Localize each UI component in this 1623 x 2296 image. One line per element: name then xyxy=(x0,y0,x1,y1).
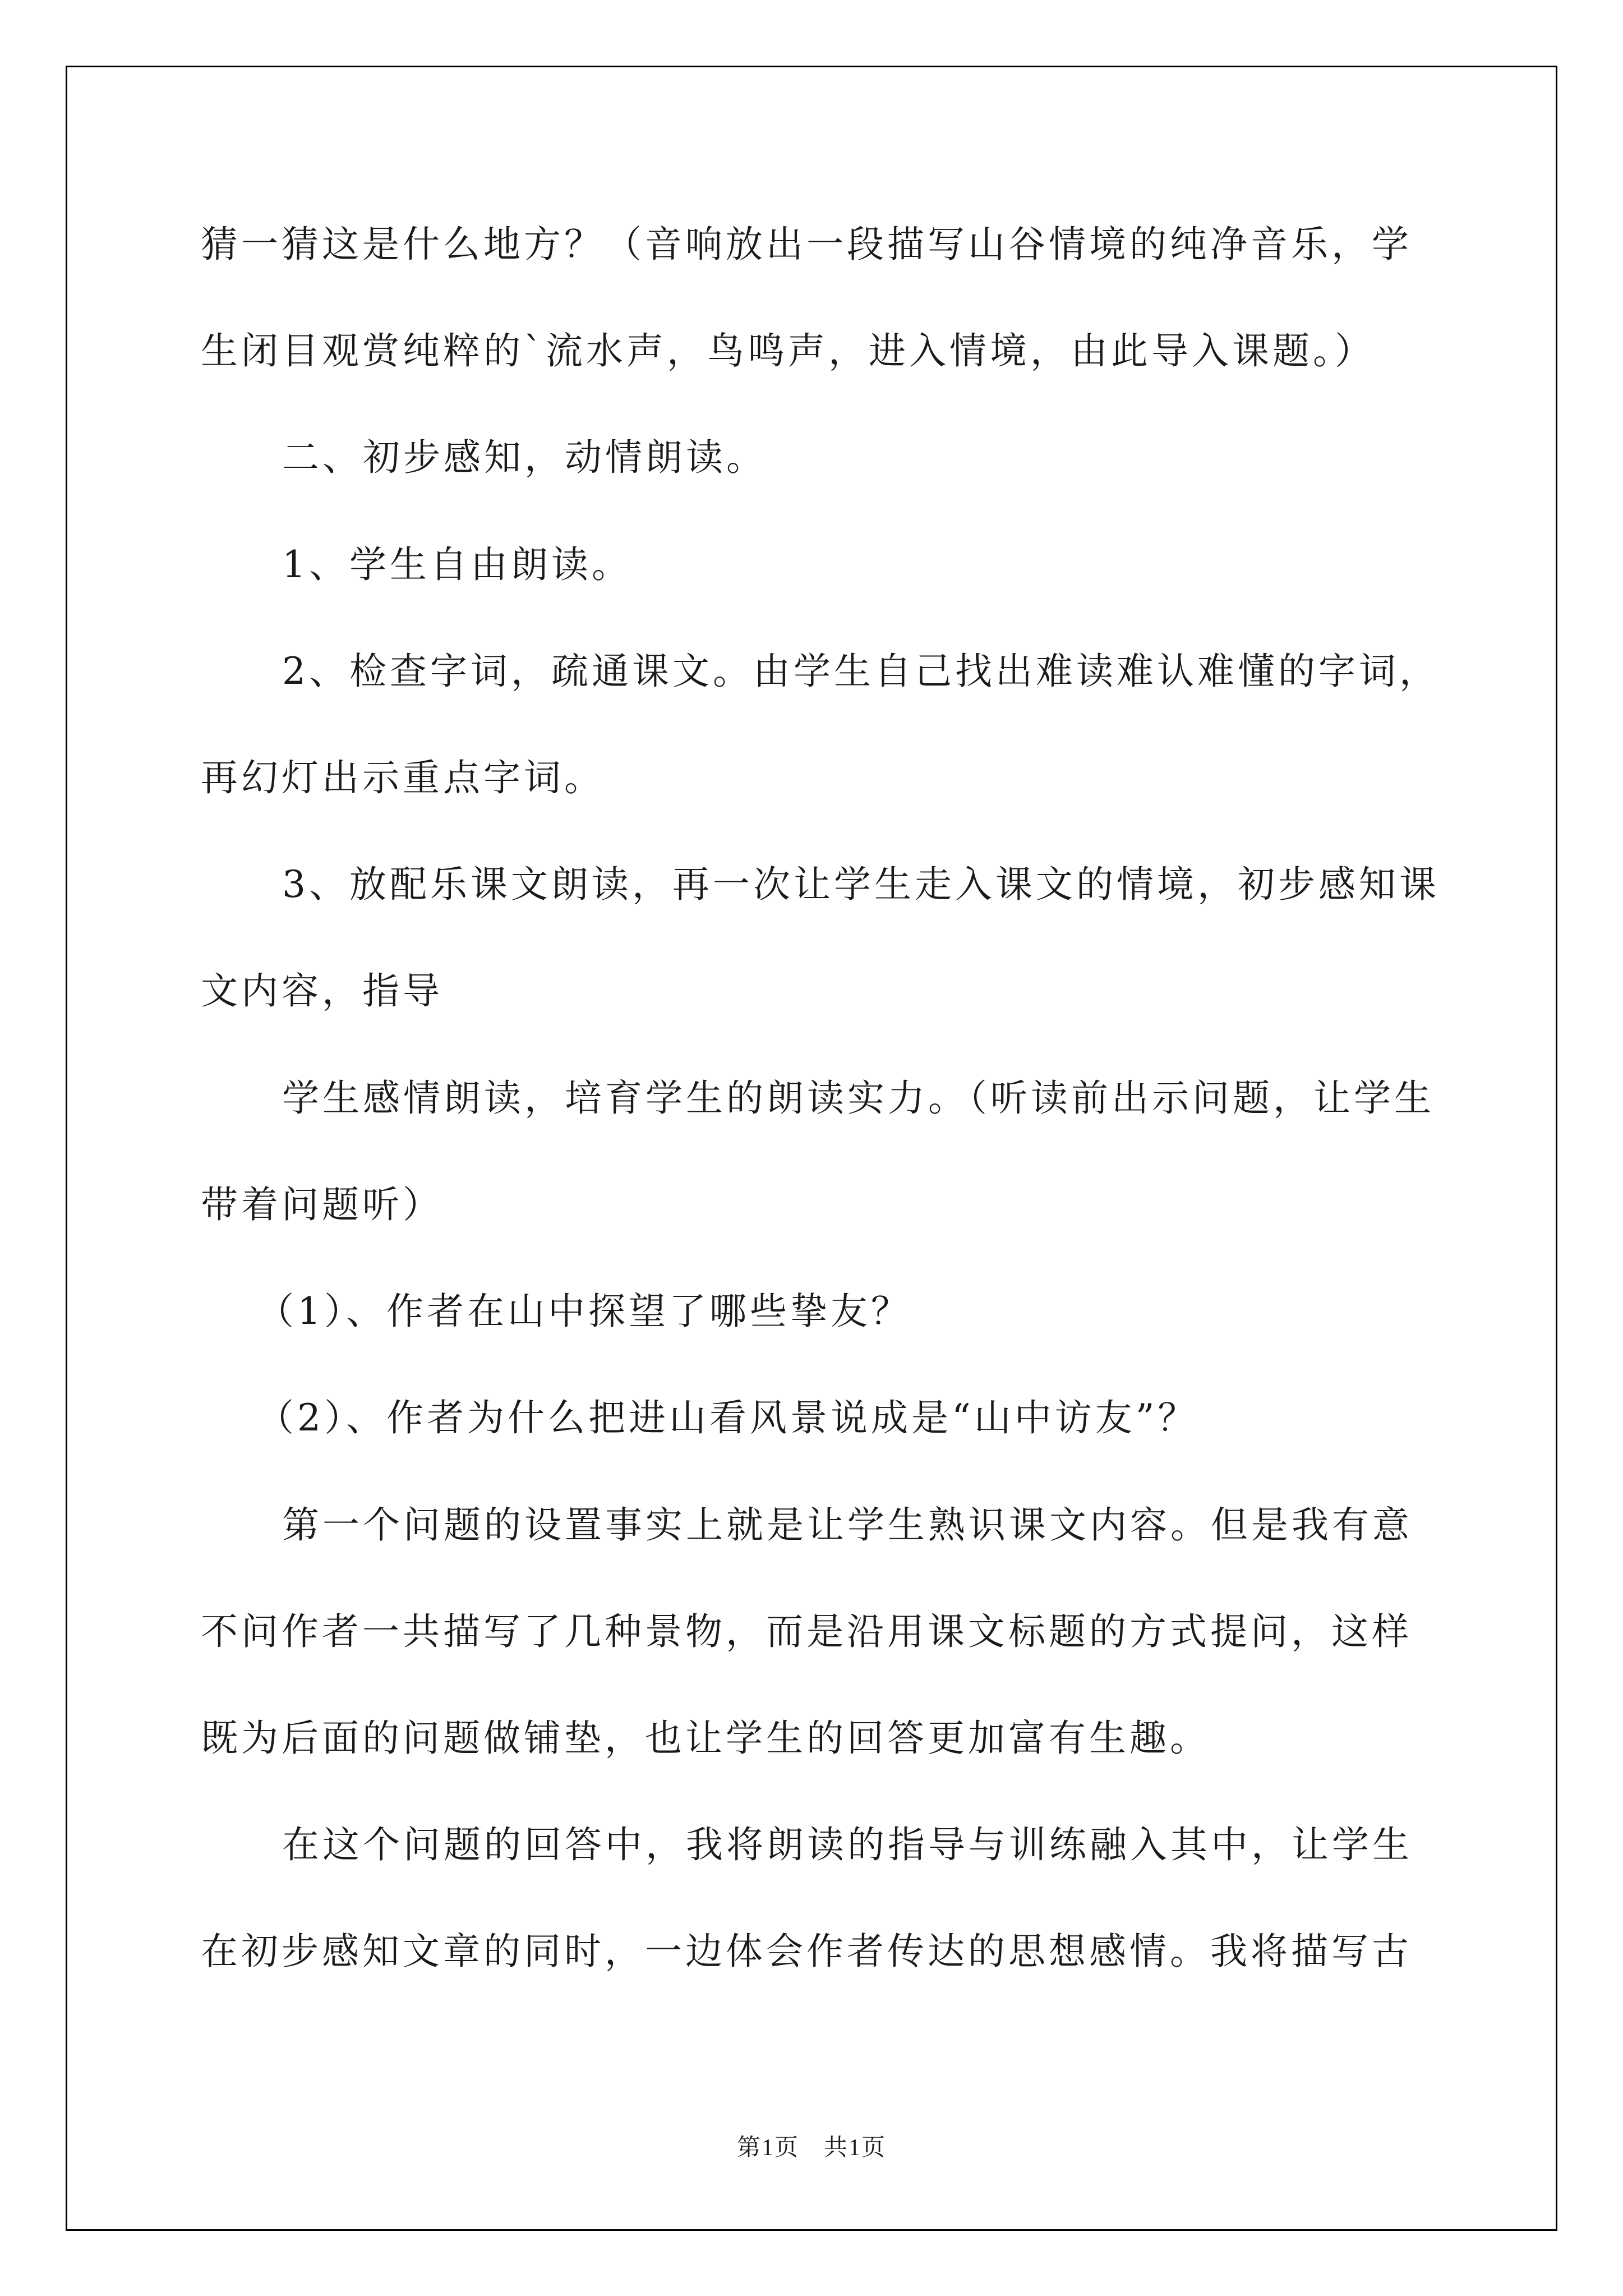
paragraph-line: 1、学生自由朗读。 xyxy=(282,543,632,586)
paragraph-line: 2、检查字词，疏通课文。由学生自己找出难读难认难懂的字词， xyxy=(282,650,1440,693)
paragraph-line: 生闭目观赏纯粹的`流水声，鸟鸣声，进入情境，由此导入课题。） xyxy=(201,329,1375,372)
paragraph-line: 第一个问题的设置事实上就是让学生熟识课文内容。但是我有意 xyxy=(282,1503,1413,1547)
paragraph-line: 既为后面的问题做铺垫，也让学生的回答更加富有生趣。 xyxy=(201,1717,1210,1760)
paragraph-line: 再幻灯出示重点字词。 xyxy=(201,756,605,799)
question-item: （2）、作者为什么把进山看风景说成是“山中访友”？ xyxy=(257,1396,1198,1439)
paragraph-line: 在初步感知文章的同时，一边体会作者传达的思想感情。我将描写古 xyxy=(201,1930,1412,1973)
paragraph-line: 带着问题听） xyxy=(201,1183,443,1226)
page-footer: 第1页 共1页 xyxy=(736,2135,886,2161)
section-heading: 二、初步感知，动情朗读。 xyxy=(282,436,767,479)
paragraph-line: 文内容，指导 xyxy=(201,969,443,1013)
paragraph-line: 猜一猜这是什么地方？（音响放出一段描写山谷情境的纯净音乐，学 xyxy=(201,223,1412,266)
paragraph-line: 学生感情朗读，培育学生的朗读实力。（听读前出示问题，让学生 xyxy=(282,1076,1435,1120)
question-item: （1）、作者在山中探望了哪些挚友？ xyxy=(257,1290,911,1333)
paragraph-line: 3、放配乐课文朗读，再一次让学生走入课文的情境，初步感知课 xyxy=(282,863,1440,906)
paragraph-line: 不问作者一共描写了几种景物，而是沿用课文标题的方式提问，这样 xyxy=(201,1610,1412,1653)
page-border xyxy=(66,66,1557,2231)
paragraph-line: 在这个问题的回答中，我将朗读的指导与训练融入其中，让学生 xyxy=(282,1823,1413,1866)
